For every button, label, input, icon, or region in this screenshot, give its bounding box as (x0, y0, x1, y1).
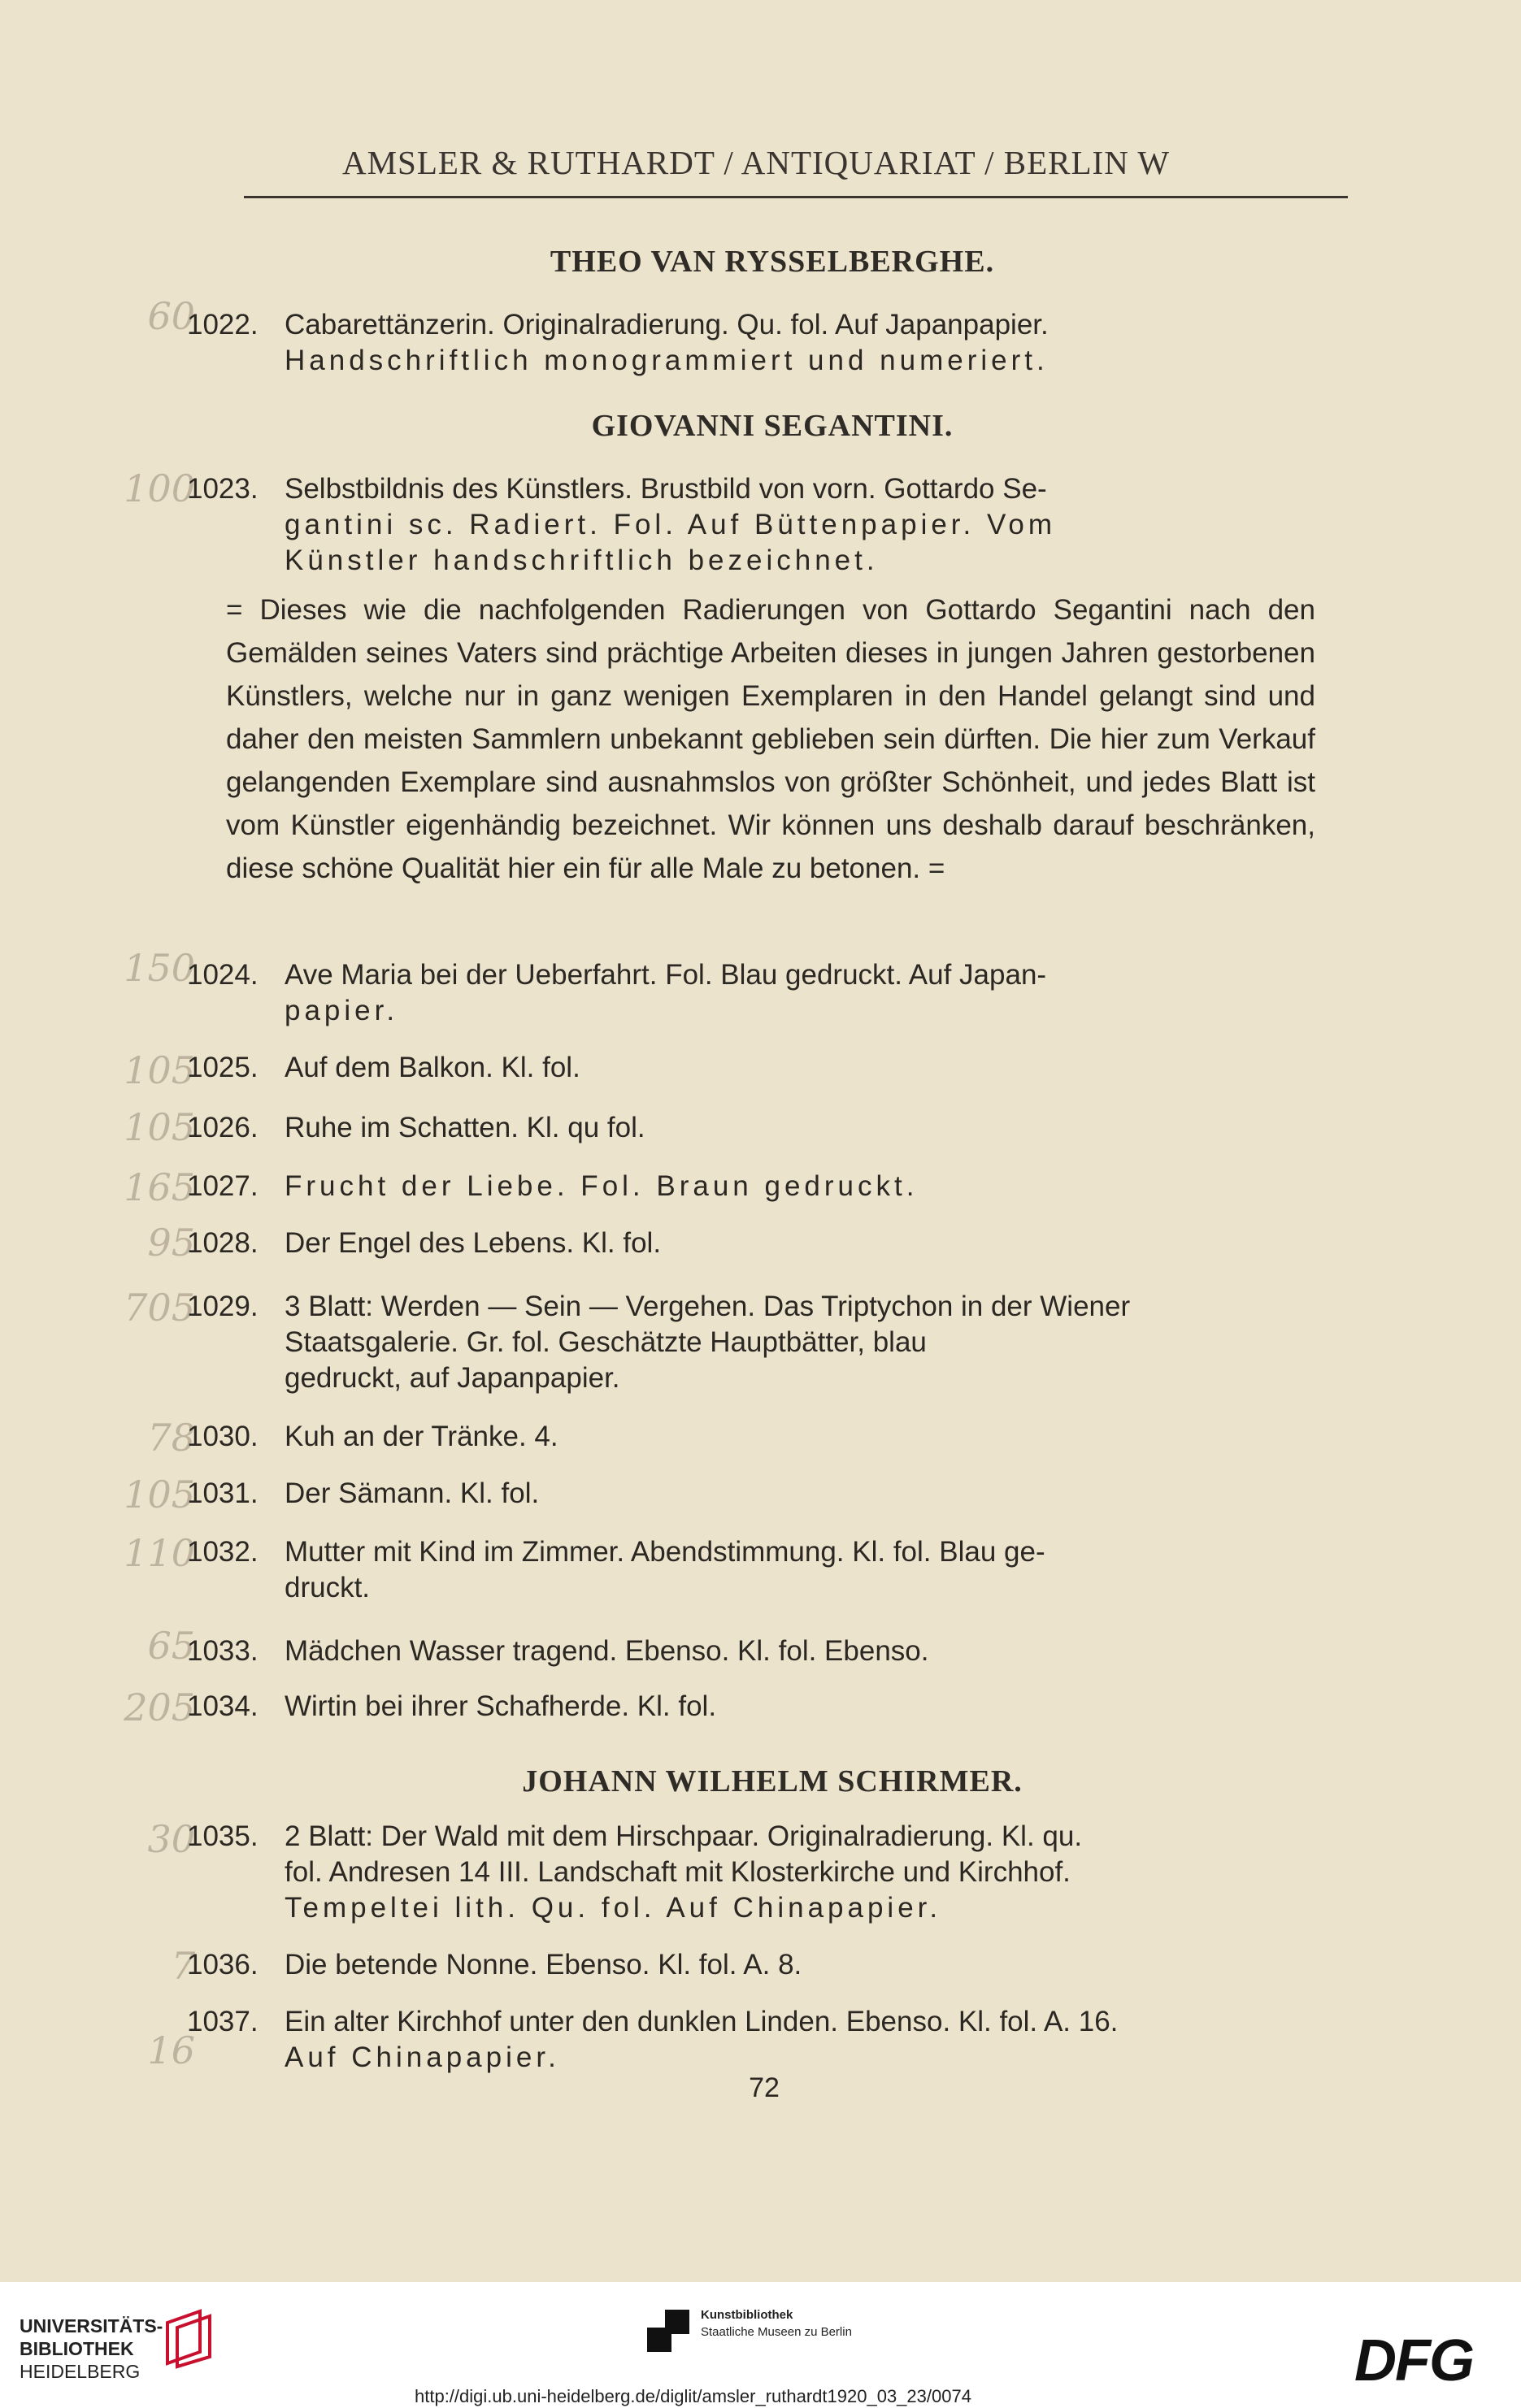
handwritten-price: 165 (124, 1165, 195, 1209)
entry-number: 1036. (187, 1949, 259, 1981)
entry-number: 1034. (187, 1690, 259, 1722)
handwritten-price: 30 (147, 1817, 195, 1861)
library-name-line: UNIVERSITÄTS- (20, 2315, 163, 2336)
handwritten-price: 95 (147, 1221, 195, 1265)
entry-line: gantini sc. Radiert. Fol. Auf Büttenpapier. Vom (285, 509, 1057, 540)
handwritten-price: 100 (124, 466, 195, 510)
library-name-line: BIBLIOTHEK (20, 2338, 134, 2359)
entry-line: druckt. (285, 1572, 371, 1603)
entry-line (285, 1169, 1341, 1204)
entry-number: 1026. (187, 1112, 259, 1143)
section-heading-segantini: GIOVANNI SEGANTINI. (591, 409, 954, 443)
entry-number: 1035. (187, 1820, 259, 1852)
permalink-url[interactable]: http://digi.ub.uni-heidelberg.de/diglit/amsler_ruthardt1920_03_23/0074 (415, 2386, 971, 2406)
handwritten-price: 205 (124, 1686, 195, 1729)
entry-number: 1024. (187, 959, 259, 991)
handwritten-price: 78 (147, 1416, 195, 1460)
entry-line: Selbstbildnis des Künstlers. Brustbild von vorn. Gottardo Se- (285, 473, 1047, 505)
dfg-logo: DFG (1354, 2328, 1473, 2393)
entry-line: fol. Andresen 14 III. Landschaft mit Klosterkirche und Kirchhof. (285, 1856, 1071, 1888)
entry-text (285, 2004, 1341, 2076)
entry-number: 1025. (187, 1052, 259, 1083)
entry-number: 1023. (187, 473, 259, 505)
handwritten-price: 16 (147, 2028, 195, 2072)
entry-line: Künstler handschriftlich bezeichnet. (285, 545, 879, 576)
handwritten-price: 105 (124, 1048, 195, 1092)
entry-line: Ein alter Kirchhof unter den dunklen Linden. Ebenso. Kl. fol. A. 16. (285, 2006, 1119, 2037)
entry-line: Der Engel des Lebens. Kl. fol. (285, 1227, 662, 1259)
library-name (20, 2315, 163, 2383)
entry-line: Wirtin bei ihrer Schafherde. Kl. fol. (285, 1690, 717, 1722)
handwritten-price: 110 (124, 1531, 195, 1575)
entry-number: 1027. (187, 1170, 259, 1202)
entry-line: Cabarettänzerin. Originalradierung. Qu. fol. Auf Japanpapier. (285, 309, 1049, 341)
entry-line: Ruhe im Schatten. Kl. qu fol. (285, 1112, 645, 1143)
entry-line: Mutter mit Kind im Zimmer. Abendstimmung. Kl. fol. Blau ge- (285, 1536, 1045, 1568)
header-rule (244, 196, 1348, 198)
entry-number: 1022. (187, 309, 259, 341)
kunstbibliothek-subtitle: Staatliche Museen zu Berlin (701, 2325, 852, 2339)
handwritten-price: 150 (124, 946, 195, 990)
entry-number: 1028. (187, 1227, 259, 1259)
entry-line: Mädchen Wasser tragend. Ebenso. Kl. fol. Ebenso. (285, 1635, 929, 1667)
handwritten-price: 705 (124, 1286, 195, 1330)
entry-line: Die betende Nonne. Ebenso. Kl. fol. A. 8. (285, 1949, 802, 1981)
entry-text (285, 307, 1341, 379)
entry-number: 1033. (187, 1635, 259, 1667)
entry-line: Der Sämann. Kl. fol. (285, 1477, 540, 1509)
entry-line: Handschriftlich monogrammiert und numeriert. (285, 345, 1049, 376)
entry-text (285, 1819, 1341, 1926)
kunstbibliothek-logo-icon (647, 2310, 689, 2352)
library-logo-icon (159, 2306, 216, 2371)
handwritten-price: 7 (171, 1944, 195, 1988)
footer-bar (0, 2282, 1521, 2408)
page-header: AMSLER & RUTHARDT / ANTIQUARIAT / BERLIN W (341, 144, 1171, 181)
handwritten-price: 105 (124, 1473, 195, 1516)
page-number: 72 (749, 2072, 780, 2103)
entry-text (285, 957, 1341, 1029)
entry-text (285, 1289, 1341, 1396)
entry-line: Auf dem Balkon. Kl. fol. (285, 1052, 580, 1083)
kunstbibliothek-name: Kunstbibliothek (701, 2308, 793, 2322)
entry-number: 1037. (187, 2006, 259, 2037)
library-name-line: HEIDELBERG (20, 2361, 141, 2382)
kunstbibliothek-label (701, 2306, 852, 2341)
entry-number: 1032. (187, 1536, 259, 1568)
entry-text (285, 1534, 1341, 1606)
entry-line: Frucht der Liebe. Fol. Braun gedruckt. (285, 1170, 919, 1202)
entry-line: papier. (285, 995, 399, 1026)
entry-number: 1029. (187, 1291, 259, 1322)
entry-line: 2 Blatt: Der Wald mit dem Hirschpaar. Originalradierung. Kl. qu. (285, 1820, 1083, 1852)
segantini-note: = Dieses wie die nachfolgenden Radierungen von Gottardo Segantini nach den Gemälden seines Vaters sind prächtige Arbeiten dieses in jungen Jahren gestorbenen Künstlers, welche nur in ganz wenigen Exemplaren in den Handel gelangt sind und daher den meisten Sammlern unbekannt geblieben sein dürften. Die hier zum Verkauf gelangenden Exemplare sind ausnahmslos von größter Schönheit, und jedes Blatt ist vom Künstler eigenhändig bezeichnet. Wir können uns deshalb darauf beschränken, diese schöne Qualität hier ein für alle Male zu betonen. = (226, 594, 1315, 884)
section-heading-schirmer: JOHANN WILHELM SCHIRMER. (522, 1764, 1023, 1798)
entry-line: Staatsgalerie. Gr. fol. Geschätzte Hauptbätter, blau (285, 1326, 927, 1358)
entry-number: 1030. (187, 1421, 259, 1452)
handwritten-price: 65 (147, 1624, 195, 1668)
entry-line: 3 Blatt: Werden — Sein — Vergehen. Das Triptychon in der Wiener (285, 1291, 1131, 1322)
section-heading-rysselberghe: THEO VAN RYSSELBERGHE. (550, 245, 995, 279)
handwritten-price: 105 (124, 1105, 195, 1149)
entry-number: 1031. (187, 1477, 259, 1509)
entry-line: gedruckt, auf Japanpapier. (285, 1362, 620, 1394)
entry-line: Ave Maria bei der Ueberfahrt. Fol. Blau gedruckt. Auf Japan- (285, 959, 1047, 991)
entry-text (285, 471, 1341, 579)
entry-line: Tempeltei lith. Qu. fol. Auf Chinapapier. (285, 1892, 942, 1924)
entry-line: Auf Chinapapier. (285, 2041, 560, 2073)
handwritten-price: 60 (147, 294, 195, 338)
entry-line: Kuh an der Tränke. 4. (285, 1421, 558, 1452)
